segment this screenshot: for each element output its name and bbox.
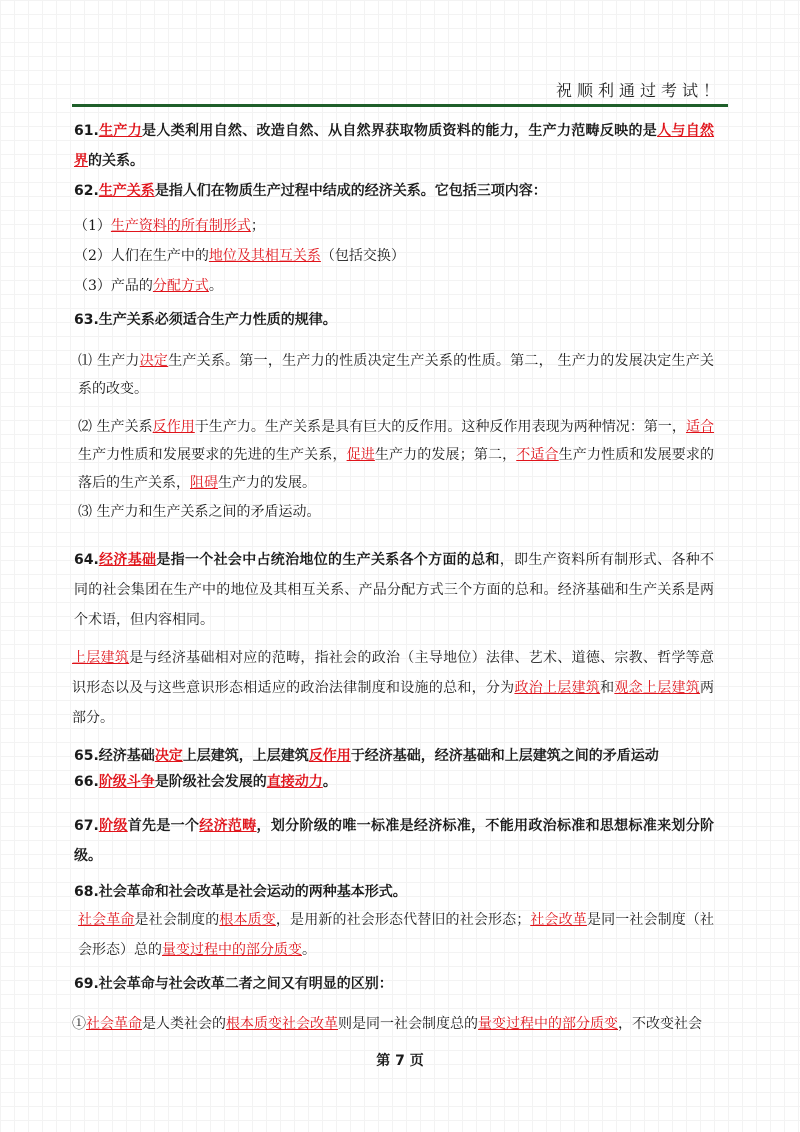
item-64-definition: 是指一个社会中占统治地位的生产关系各个方面的总和 bbox=[156, 552, 500, 568]
item-61-term: 生产力 bbox=[98, 123, 143, 139]
item-65 bbox=[74, 743, 714, 769]
item-64-superstructure bbox=[72, 643, 714, 733]
superstructure-text: 两部分。 bbox=[72, 680, 715, 726]
item-61 bbox=[74, 116, 714, 176]
term-direct-force: 直接动力 bbox=[266, 774, 323, 790]
term-political-superstructure: 政治上层建筑 bbox=[514, 680, 601, 696]
item-69-text: 是人类社会的 bbox=[142, 1016, 226, 1032]
item-64-number: 64. bbox=[74, 552, 99, 568]
item-66-number: 66. bbox=[74, 774, 99, 790]
point-text: 生产力的发展；第二， bbox=[374, 447, 517, 463]
superstructure-text: 和 bbox=[600, 680, 615, 696]
term-fundamental-change: 根本质变 bbox=[226, 1016, 282, 1032]
item-61-tail: 的关系。 bbox=[88, 153, 144, 169]
item-62-text: 是指人们在物质生产过程中结成的经济关系。它包括三项内容： bbox=[154, 183, 547, 199]
point-text: 生产力性质和发展要求的落后的生产关系， bbox=[78, 447, 715, 491]
item-64-text: ，即生产资料所有制形式、各种不同的社会集团在生产中的地位及其相互关系、产品分配方式三个方面的总和。经济基础和生产关系是两个术语，但内容相同。 bbox=[74, 552, 715, 628]
item-62-line-1 bbox=[74, 211, 714, 241]
item-67 bbox=[74, 811, 714, 871]
term-reform: 社会改革 bbox=[282, 1016, 338, 1032]
term-reform: 社会改革 bbox=[530, 912, 587, 928]
item-68-text: 是同一社会制度（社会形态）总的 bbox=[78, 912, 715, 958]
item-69-text: ，不改变社会 bbox=[618, 1016, 702, 1032]
item-68-text: ，是用新的社会形态代替旧的社会形态； bbox=[275, 912, 531, 928]
item-62-line-2 bbox=[74, 241, 714, 271]
list-marker: （1） bbox=[74, 218, 111, 234]
term-class-struggle: 阶级斗争 bbox=[98, 774, 155, 790]
list-marker: ① bbox=[72, 1016, 86, 1032]
list-text: （2）人们在生产中的 bbox=[74, 248, 209, 264]
item-62 bbox=[74, 176, 714, 206]
term-superstructure: 上层建筑 bbox=[72, 650, 130, 666]
punctuation: ； bbox=[250, 218, 265, 234]
term-reaction: 反作用 bbox=[308, 748, 351, 764]
page-content bbox=[74, 112, 714, 1039]
item-67-number: 67. bbox=[74, 818, 99, 834]
item-62-term-status: 地位及其相互关系 bbox=[208, 248, 321, 264]
item-67-text: 首先是一个 bbox=[127, 818, 200, 834]
item-67-text: ，划分阶级的唯一标准是经济标准，不能用政治标准和思想标准来划分阶级。 bbox=[74, 818, 715, 864]
item-68-body bbox=[78, 905, 714, 965]
term-decide: 决定 bbox=[154, 748, 183, 764]
item-62-term-ownership: 生产资料的所有制形式 bbox=[110, 218, 251, 234]
item-63-point-2 bbox=[74, 413, 714, 497]
punctuation: 。 bbox=[208, 278, 223, 294]
item-62-number: 62. bbox=[74, 183, 99, 199]
item-65-text: 上层建筑，上层建筑 bbox=[182, 748, 309, 764]
term-partial-change: 量变过程中的部分质变 bbox=[162, 942, 302, 958]
item-61-number: 61. bbox=[74, 123, 99, 139]
term-decide: 决定 bbox=[139, 353, 169, 369]
point-text: 生产力的发展。 bbox=[218, 475, 316, 491]
term-hinder: 阻碍 bbox=[190, 475, 218, 491]
list-text: （3）产品的 bbox=[74, 278, 153, 294]
item-69-body bbox=[72, 1009, 714, 1039]
page-number: 第 7 页 bbox=[376, 1053, 424, 1069]
list-note: （包括交换） bbox=[320, 248, 405, 264]
item-63-point-1 bbox=[74, 347, 714, 403]
punctuation: 。 bbox=[302, 942, 316, 958]
item-62-term: 生产关系 bbox=[98, 183, 155, 199]
term-promote: 促进 bbox=[346, 447, 375, 463]
item-64-term: 经济基础 bbox=[98, 552, 157, 568]
item-65-text: 65.经济基础 bbox=[74, 748, 155, 764]
term-unsuit: 不适合 bbox=[516, 447, 559, 463]
item-61-term-2: 人与自然界 bbox=[74, 123, 715, 169]
item-62-term-distribution: 分配方式 bbox=[152, 278, 209, 294]
item-66-text: 是阶级社会发展的 bbox=[154, 774, 267, 790]
term-economic-category: 经济范畴 bbox=[199, 818, 257, 834]
item-68-text: 是社会制度的 bbox=[134, 912, 220, 928]
item-69-heading: 69.社会革命与社会改革二者之间又有明显的区别： bbox=[74, 976, 393, 992]
term-reaction: 反作用 bbox=[152, 419, 195, 435]
item-63-point-3: ⑶ 生产力和生产关系之间的矛盾运动。 bbox=[78, 504, 321, 520]
item-69-text: 则是同一社会制度总的 bbox=[338, 1016, 478, 1032]
item-61-text: 是人类利用自然、改造自然、从自然界获取物质资料的能力，生产力范畴反映的是 bbox=[142, 123, 658, 139]
item-66 bbox=[74, 769, 714, 795]
term-class: 阶级 bbox=[98, 818, 128, 834]
term-partial-change: 量变过程中的部分质变 bbox=[478, 1016, 618, 1032]
point-text: 生产力性质和发展要求的先进的生产关系， bbox=[78, 447, 347, 463]
superstructure-text: 是与经济基础相对应的范畴，指社会的政治（主导地位）法律、艺术、道德、宗教、哲学等意识形态以及与这些意识形态相适应的政治法律制度和设施的总和，分为 bbox=[72, 650, 715, 696]
item-63-heading: 63.生产关系必须适合生产力性质的规律。 bbox=[74, 312, 337, 328]
term-suit: 适合 bbox=[685, 419, 715, 435]
item-62-line-3 bbox=[74, 271, 714, 301]
term-ideological-superstructure: 观念上层建筑 bbox=[614, 680, 701, 696]
term-revolution: 社会革命 bbox=[78, 912, 135, 928]
point-text: 生产关系。第一，生产力的性质决定生产关系的性质。第二， 生产力的发展决定生产关系的改变。 bbox=[78, 353, 715, 397]
item-64 bbox=[74, 545, 714, 635]
item-68-heading: 68.社会革命和社会改革是社会运动的两种基本形式。 bbox=[74, 884, 407, 900]
item-65-text: 于经济基础，经济基础和上层建筑之间的矛盾运动 bbox=[350, 748, 659, 764]
punctuation: 。 bbox=[322, 774, 337, 790]
point-text: ⑴ 生产力 bbox=[78, 353, 140, 369]
term-revolution: 社会革命 bbox=[86, 1016, 142, 1032]
point-text: 于生产力。生产关系是具有巨大的反作用。这种反作用表现为两种情况：第一， bbox=[194, 419, 686, 435]
point-text: ⑵ 生产关系 bbox=[78, 419, 153, 435]
term-fundamental-change: 根本质变 bbox=[219, 912, 276, 928]
header-rule bbox=[72, 104, 728, 107]
header-motto: 祝顺利通过考试！ bbox=[555, 81, 724, 100]
